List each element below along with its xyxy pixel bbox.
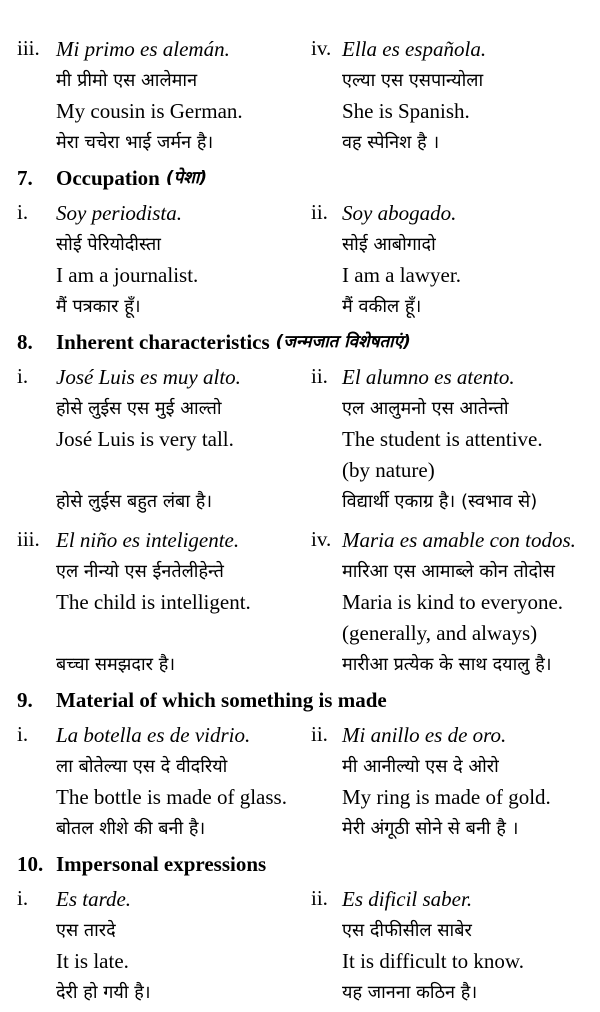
spanish-sentence: Mi anillo es de oro.: [342, 723, 507, 747]
english-translation: I am a journalist.: [56, 263, 199, 287]
hindi-transliteration: मी आनील्यो एस दे ओरो: [342, 756, 499, 777]
example-number: iv.: [311, 36, 332, 60]
example-number: iii.: [17, 36, 40, 60]
example-pair: [0, 884, 600, 1008]
spanish-sentence: Ella es española.: [342, 37, 487, 61]
hindi-transliteration: एस दीफीसील साबेर: [342, 920, 472, 941]
spanish-sentence: Mi primo es alemán.: [56, 37, 230, 61]
example-number: i.: [17, 722, 29, 746]
hindi-transliteration: सोई पेरियोदीस्ता: [56, 234, 161, 255]
spanish-sentence: Soy periodista.: [56, 201, 182, 225]
english-translation: My cousin is German.: [56, 99, 243, 123]
english-translation: The bottle is made of glass.: [56, 785, 287, 809]
example-right: [300, 525, 600, 680]
spanish-sentence: Soy abogado.: [342, 201, 457, 225]
english-translation: I am a lawyer.: [342, 263, 461, 287]
example-left: [0, 884, 300, 1008]
spanish-sentence: Maria es amable con todos.: [342, 528, 576, 552]
section-number: 8.: [17, 330, 33, 354]
english-translation: The child is intelligent.: [56, 590, 251, 614]
section-heading-inherent-characteristics: [0, 328, 600, 356]
english-translation: It is difficult to know.: [342, 949, 524, 973]
hindi-translation: यह जानना कठिन है।: [342, 982, 478, 1003]
section-title: Inherent characteristics: [56, 330, 270, 354]
section-title-hindi: (पेशा): [165, 168, 208, 188]
hindi-translation: मैं पत्रकार हूँ।: [56, 296, 141, 317]
example-right: [300, 362, 600, 517]
example-number: ii.: [311, 364, 328, 388]
english-translation: The student is attentive.: [342, 427, 543, 451]
example-number: iii.: [17, 527, 40, 551]
spanish-sentence: El niño es inteligente.: [56, 528, 240, 552]
example-right: [300, 34, 600, 158]
spanish-sentence: Es dificil saber.: [342, 887, 473, 911]
example-pair: [0, 720, 600, 844]
spanish-sentence: El alumno es atento.: [342, 365, 515, 389]
hindi-translation: मैं वकील हूँ।: [342, 296, 422, 317]
hindi-translation: बच्चा समझदार है।: [56, 654, 176, 675]
example-pair: [0, 198, 600, 322]
example-number: ii.: [311, 722, 328, 746]
hindi-translation: मारीआ प्रत्येक के साथ दयालु है।: [342, 654, 552, 675]
example-pair: [0, 34, 600, 158]
example-left: [0, 525, 300, 680]
section-title: Material of which something is made: [56, 688, 387, 712]
spanish-sentence: Es tarde.: [56, 887, 132, 911]
spanish-sentence: La botella es de vidrio.: [56, 723, 251, 747]
example-number: iv.: [311, 527, 332, 551]
example-left: [0, 34, 300, 158]
english-note: (generally, and always): [342, 621, 538, 645]
example-number: ii.: [311, 200, 328, 224]
hindi-transliteration: एल नीन्यो एस ईनतेलीहेन्ते: [56, 561, 224, 582]
hindi-transliteration: होसे लुईस एस मुई आल्तो: [56, 398, 222, 419]
example-pair: [0, 362, 600, 517]
section-title: Occupation: [56, 166, 160, 190]
example-right: [300, 720, 600, 844]
section-heading-material: [0, 686, 600, 714]
example-left: [0, 720, 300, 844]
example-number: ii.: [311, 886, 328, 910]
hindi-transliteration: मी प्रीमो एस आलेमान: [56, 70, 198, 91]
hindi-transliteration: एस तारदे: [56, 920, 116, 941]
example-left: [0, 362, 300, 517]
hindi-translation: वह स्पेनिश है ।: [342, 132, 440, 153]
hindi-translation: बोतल शीशे की बनी है।: [56, 818, 206, 839]
section-title-hindi: (जन्मजात विशेषताएं): [275, 332, 411, 352]
english-translation: Maria is kind to everyone.: [342, 590, 564, 614]
hindi-translation: विद्यार्थी एकाग्र है। (स्वभाव से): [342, 491, 538, 512]
english-translation: José Luis is very tall.: [56, 427, 234, 451]
example-right: [300, 884, 600, 1008]
example-number: i.: [17, 364, 29, 388]
section-heading-impersonal-expressions: [0, 850, 600, 878]
example-number: i.: [17, 886, 29, 910]
hindi-translation: देरी हो गयी है।: [56, 982, 151, 1003]
spacer-line: [56, 618, 300, 649]
hindi-transliteration: सोई आबोगादो: [342, 234, 436, 255]
example-right: [300, 198, 600, 322]
hindi-translation: मेरा चचेरा भाई जर्मन है।: [56, 132, 214, 153]
english-translation: It is late.: [56, 949, 129, 973]
hindi-transliteration: ला बोतेल्या एस दे वीदरियो: [56, 756, 228, 777]
spacer-line: [56, 455, 300, 486]
hindi-translation: मेरी अंगूठी सोने से बनी है ।: [342, 818, 519, 839]
english-translation: My ring is made of gold.: [342, 785, 551, 809]
example-left: [0, 198, 300, 322]
section-heading-occupation: [0, 164, 600, 192]
section-title: Impersonal expressions: [56, 852, 267, 876]
hindi-transliteration: एल आलुमनो एस आतेन्तो: [342, 398, 509, 419]
hindi-transliteration: मारिआ एस आमाब्ले कोन तोदोस: [342, 561, 555, 582]
section-number: 7.: [17, 166, 33, 190]
english-translation: She is Spanish.: [342, 99, 470, 123]
example-pair: [0, 525, 600, 680]
section-number: 9.: [17, 688, 33, 712]
section-number: 10.: [17, 852, 44, 876]
example-number: i.: [17, 200, 29, 224]
english-note: (by nature): [342, 458, 435, 482]
hindi-translation: होसे लुईस बहुत लंबा है।: [56, 491, 213, 512]
spanish-sentence: José Luis es muy alto.: [56, 365, 241, 389]
hindi-transliteration: एल्या एस एसपान्योला: [342, 70, 484, 91]
